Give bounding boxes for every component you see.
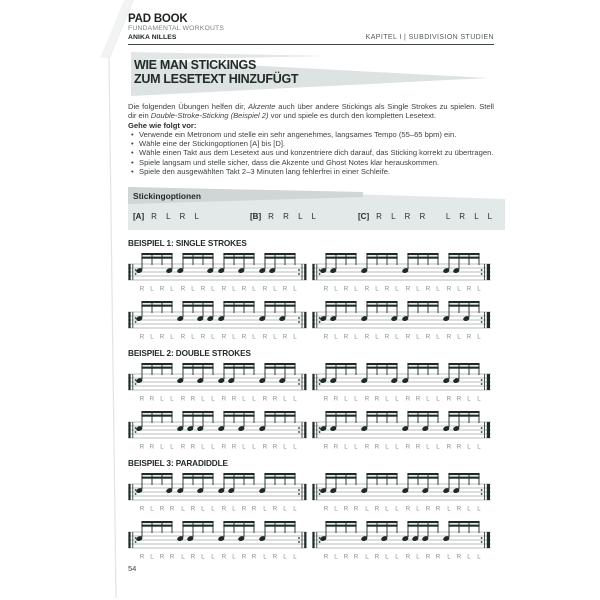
sticking-letter: L [375, 333, 379, 341]
instruction-item: • Spiele den ausgewählten Takt 2–3 Minuten lang fehlerfrei in einer Schleife. [128, 167, 494, 176]
sticking-letter: L [252, 443, 256, 451]
sticking-letter: R [415, 443, 421, 451]
example-heading: BEISPIEL 2: DOUBLE STROKES [128, 349, 251, 359]
sticking-letter: L [242, 395, 246, 403]
sticking-letter: R [343, 285, 349, 293]
sticking-letter: L [211, 553, 215, 561]
sticking-letter: L [191, 285, 195, 293]
sticking-option-b [250, 212, 319, 221]
sticking-letter: R [272, 443, 278, 451]
example-section-1 [128, 239, 494, 340]
page-title-line2: ZUM LESETEXT HINZUFÜGT [134, 71, 299, 86]
notation-lines [128, 472, 494, 560]
sticking-letter: R [231, 443, 237, 451]
sticking-letter: L [477, 505, 481, 513]
sticking-letter: R [272, 395, 278, 403]
sticking-letter: R [364, 443, 370, 451]
sticking-letter: L [354, 333, 358, 341]
sticking-letter: L [477, 553, 481, 561]
sticking-letter: R [169, 553, 175, 561]
sticking-letter: L [416, 285, 420, 293]
sticking-letter: L [252, 395, 256, 403]
sticking-letter: R [159, 285, 165, 293]
header-rule [128, 44, 494, 45]
sticking-letter: L [283, 395, 287, 403]
staff-measure [128, 252, 307, 292]
sticking-letter: L [201, 553, 205, 561]
sticking-letter: L [181, 553, 185, 561]
sticking-letter: L [477, 443, 481, 451]
sticking-letter: L [375, 285, 379, 293]
instruction-item: • Verwende ein Metronom und stelle ein sehr angenehmes, langsames Tempo (55–65 bpm) ein. [128, 130, 494, 139]
sticking-letter: R [149, 395, 155, 403]
sticking-letter: R [353, 505, 359, 513]
notation-line [128, 362, 494, 402]
sticking-option-a [133, 212, 202, 221]
sticking-letter: L [283, 443, 287, 451]
page-title [134, 59, 298, 86]
option-pattern: R R L L [268, 212, 320, 222]
sticking-letter: L [365, 505, 369, 513]
sticking-letter: R [139, 443, 145, 451]
sticking-letter: L [395, 285, 399, 293]
sticking-letter: L [273, 333, 277, 341]
sticking-letter: L [416, 333, 420, 341]
sticking-letter: L [201, 443, 205, 451]
sticking-letter: R [159, 553, 165, 561]
sticking-letter: L [426, 443, 430, 451]
sticking-letter: R [272, 553, 278, 561]
sticking-letter: L [354, 285, 358, 293]
sticking-letter: R [251, 553, 257, 561]
sticking-letter: L [447, 553, 451, 561]
sticking-letter: R [374, 395, 380, 403]
sticking-letter: R [343, 505, 349, 513]
sticking-letter: R [272, 505, 278, 513]
notation-line [128, 300, 494, 340]
author-name: ANIKA NILLES [128, 34, 177, 41]
sticking-letter: R [384, 333, 390, 341]
sticking-letter: L [293, 395, 297, 403]
sticking-letter: R [323, 285, 329, 293]
sticking-letter: R [282, 333, 288, 341]
sticking-letter: R [262, 285, 268, 293]
sticking-letter: R [333, 443, 339, 451]
sticking-letter: R [374, 443, 380, 451]
sticking-letter: L [293, 333, 297, 341]
intro-paragraph [128, 102, 494, 121]
sticking-letter: L [457, 285, 461, 293]
sticking-letter: L [395, 395, 399, 403]
sticking-letter: R [251, 505, 257, 513]
option-label: [C] [358, 212, 370, 222]
sticking-letter: L [201, 505, 205, 513]
sticking-letter: L [334, 505, 338, 513]
staff-measure [312, 520, 491, 560]
sticking-letter: L [170, 395, 174, 403]
sticking-letter: L [395, 505, 399, 513]
sticking-letter: L [436, 285, 440, 293]
sticking-letter: R [364, 395, 370, 403]
sticking-letter: L [457, 333, 461, 341]
sticking-letter: R [262, 333, 268, 341]
sticking-letter: L [436, 333, 440, 341]
sticking-letter: L [293, 285, 297, 293]
sticking-letter: L [232, 333, 236, 341]
sticking-letter: L [150, 285, 154, 293]
sticking-letter: R [323, 333, 329, 341]
intro-italic: Akzente [248, 102, 276, 111]
sticking-letter: R [456, 443, 462, 451]
staff-measure [128, 300, 307, 340]
sticking-letter: L [334, 285, 338, 293]
sticking-letter: L [252, 333, 256, 341]
sticking-letter: R [466, 333, 472, 341]
sticking-letter: L [170, 443, 174, 451]
sticking-letter: R [364, 285, 370, 293]
sticking-letter: L [211, 285, 215, 293]
sticking-letter: L [263, 553, 267, 561]
sticking-letter: L [354, 443, 358, 451]
sticking-letter: L [170, 333, 174, 341]
example-heading: BEISPIEL 1: SINGLE STROKES [128, 239, 247, 249]
sticking-letter: R [139, 285, 145, 293]
book-title: PAD BOOK [128, 13, 188, 25]
sticking-letter: R [425, 285, 431, 293]
sticking-letter: R [241, 553, 247, 561]
sticking-letter: R [169, 505, 175, 513]
intro-seg: Die folgenden Übungen helfen dir, [128, 102, 249, 111]
sticking-letter: R [333, 395, 339, 403]
sticking-letter: L [293, 553, 297, 561]
instruction-list [128, 130, 494, 176]
notation-line [128, 472, 494, 512]
sticking-letter: R [405, 553, 411, 561]
staff-measure [128, 472, 307, 512]
sticking-letter: L [436, 395, 440, 403]
staff-measure [312, 300, 491, 340]
sticking-letter: R [456, 505, 462, 513]
sticking-letter: R [190, 505, 196, 513]
sticking-letter: R [374, 505, 380, 513]
sticking-letter: R [353, 553, 359, 561]
sticking-letter: R [231, 395, 237, 403]
sticking-letter: R [221, 333, 227, 341]
example-section-2 [128, 349, 494, 450]
sticking-letter: R [323, 553, 329, 561]
sticking-letter: R [466, 285, 472, 293]
sticking-options-panel [128, 186, 494, 230]
header-row [128, 33, 494, 42]
sticking-letter: R [241, 505, 247, 513]
staff-measure [312, 362, 491, 402]
sticking-letter: R [323, 443, 329, 451]
sticking-letter: R [405, 505, 411, 513]
sticking-letter: L [395, 443, 399, 451]
staff-measure [312, 252, 491, 292]
intro-text [128, 102, 494, 176]
sticking-letter: L [467, 395, 471, 403]
sticking-letter: L [385, 395, 389, 403]
chapter-label: KAPITEL I | SUBDIVISION STUDIEN [365, 34, 494, 41]
sticking-letter: L [232, 285, 236, 293]
sticking-letter: R [200, 285, 206, 293]
sticking-letter: R [190, 553, 196, 561]
sticking-letter: R [323, 505, 329, 513]
sticking-letter: R [435, 505, 441, 513]
sticking-letter: R [425, 553, 431, 561]
sticking-letter: R [262, 443, 268, 451]
sticking-letter: R [425, 505, 431, 513]
intro-seg: auch über andere Stickings als Single Strokes zu spielen. Stell dir ein [128, 102, 494, 121]
sticking-letter: L [191, 333, 195, 341]
sticking-letter: L [344, 395, 348, 403]
sticking-letter: R [415, 395, 421, 403]
sticking-letter: L [467, 443, 471, 451]
sticking-letter: L [467, 553, 471, 561]
sticking-letter: L [273, 285, 277, 293]
page-title-line1: WIE MAN STICKINGS [134, 58, 256, 72]
sticking-letter: L [447, 505, 451, 513]
sticking-letter: R [405, 333, 411, 341]
sticking-letter: R [221, 505, 227, 513]
option-label: [A] [133, 212, 145, 222]
sticking-letter: L [211, 443, 215, 451]
sticking-letter: L [426, 395, 430, 403]
staff-measure [128, 520, 307, 560]
sticking-letter: R [221, 285, 227, 293]
sticking-letter: L [232, 553, 236, 561]
option-pattern: R L R R L R L L [376, 212, 496, 222]
sticking-letter: R [190, 443, 196, 451]
sticking-letter: R [159, 333, 165, 341]
sticking-letter: R [180, 333, 186, 341]
sticking-letter: L [211, 333, 215, 341]
sticking-letter: R [159, 505, 165, 513]
intro-lead: Gehe wie folgt vor: [128, 120, 197, 130]
sticking-letter: R [139, 395, 145, 403]
notation-line [128, 410, 494, 450]
notation-lines [128, 252, 494, 340]
example-heading: BEISPIEL 3: PARADIDDLE [128, 459, 228, 469]
sticking-letter: R [323, 395, 329, 403]
sticking-letter: L [170, 285, 174, 293]
sticking-letter: L [344, 443, 348, 451]
sticking-letter: L [242, 443, 246, 451]
sticking-letter: L [232, 505, 236, 513]
sticking-letter: L [252, 285, 256, 293]
sticking-letter: R [405, 443, 411, 451]
sticking-letter: L [334, 553, 338, 561]
sticking-letter: R [446, 395, 452, 403]
sticking-letter: R [190, 395, 196, 403]
sticking-letter: R [405, 395, 411, 403]
sticking-letter: L [293, 443, 297, 451]
sticking-letter: L [365, 553, 369, 561]
sticking-letter: R [180, 395, 186, 403]
sticking-letter: R [180, 443, 186, 451]
sticking-letter: R [364, 333, 370, 341]
sticking-letter: L [477, 285, 481, 293]
sticking-letter: L [334, 333, 338, 341]
sticking-options-title: Stickingoptionen [133, 191, 201, 202]
option-label: [B] [250, 212, 262, 222]
sticking-letter: L [263, 505, 267, 513]
sticking-letter: L [160, 395, 164, 403]
sticking-letter: L [416, 553, 420, 561]
notation-line [128, 520, 494, 560]
sticking-letter: L [477, 333, 481, 341]
sticking-letter: R [139, 553, 145, 561]
sticking-letter: R [435, 553, 441, 561]
sticking-letter: L [395, 333, 399, 341]
example-section-3 [128, 459, 494, 560]
staff-measure [128, 410, 307, 450]
sticking-letter: R [221, 443, 227, 451]
content-column [128, 0, 494, 573]
sticking-letter: L [385, 443, 389, 451]
book-subtitle: FUNDAMENTAL WORKOUTS [128, 25, 225, 32]
sticking-option-c [358, 212, 496, 221]
notation-line [128, 252, 494, 292]
sticking-letter: L [385, 553, 389, 561]
sticking-letter: R [343, 553, 349, 561]
sticking-letter: L [436, 443, 440, 451]
notation-lines [128, 362, 494, 450]
sticking-letter: L [160, 443, 164, 451]
sticking-letter: L [150, 553, 154, 561]
sticking-letter: R [456, 553, 462, 561]
sticking-letter: R [456, 395, 462, 403]
instruction-item: • Spiele langsam und stelle sicher, dass die Akzente und Ghost Notes klar herauskommen. [128, 158, 494, 167]
sticking-letter: L [181, 505, 185, 513]
sticking-letter: L [416, 505, 420, 513]
sticking-letter: L [283, 553, 287, 561]
instruction-item: • Wähle eine der Stickingoptionen [A] bis [D]. [128, 139, 494, 148]
option-pattern: R L R L [151, 212, 203, 222]
sticking-letter: R [221, 395, 227, 403]
title-block [128, 52, 494, 98]
sticking-letter: R [405, 285, 411, 293]
intro-italic: Double-Stroke-Sticking (Beispiel 2) [150, 111, 269, 121]
sticking-letter: L [477, 395, 481, 403]
sticking-letter: R [149, 443, 155, 451]
sticking-letter: L [283, 505, 287, 513]
sticking-letter: L [293, 505, 297, 513]
sticking-letter: L [150, 333, 154, 341]
sticking-letter: R [262, 395, 268, 403]
sticking-letter: R [425, 333, 431, 341]
sticking-letter: R [446, 443, 452, 451]
sticking-letter: L [211, 395, 215, 403]
sticking-letter: R [221, 553, 227, 561]
sticking-letter: R [200, 333, 206, 341]
sticking-letter: R [374, 553, 380, 561]
sticking-letter: L [150, 505, 154, 513]
sticking-letter: R [446, 285, 452, 293]
sticking-letter: L [211, 505, 215, 513]
sticking-letter: L [354, 395, 358, 403]
sticking-letter: R [282, 285, 288, 293]
sticking-letter: R [180, 285, 186, 293]
sticking-letter: R [384, 285, 390, 293]
sticking-letter: R [139, 333, 145, 341]
sticking-letter: R [241, 285, 247, 293]
staff-measure [312, 410, 491, 450]
sticking-letter: L [467, 505, 471, 513]
instruction-item: • Wähle einen Takt aus dem Lesetext aus und konzentriere dich darauf, das Sticking korrekt zu übertragen. [128, 148, 494, 157]
sticking-letter: L [201, 395, 205, 403]
sticking-letter: R [343, 333, 349, 341]
sticking-letter: R [446, 333, 452, 341]
staff-measure [312, 472, 491, 512]
page-header [128, 0, 494, 45]
intro-seg: vor und spiele es durch den kompletten Lesetext. [268, 111, 437, 121]
sticking-letter: L [385, 505, 389, 513]
staff-measure [128, 362, 307, 402]
sticking-letter: R [241, 333, 247, 341]
sticking-letter: R [139, 505, 145, 513]
page-number: 54 [128, 564, 137, 574]
sticking-letter: L [395, 553, 399, 561]
